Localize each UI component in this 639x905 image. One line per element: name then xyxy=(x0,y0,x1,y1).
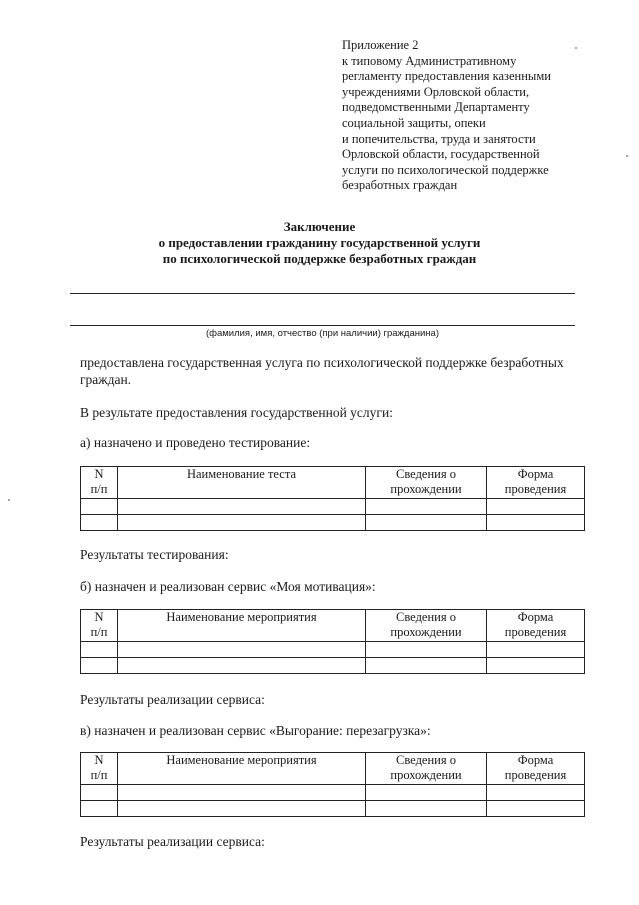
item-b-text: б) назначен и реализован сервис «Моя мотивация»: xyxy=(80,579,376,594)
col-info-sublabel: прохождении xyxy=(390,624,462,639)
annex-line: безработных граждан xyxy=(342,178,458,193)
table-cell xyxy=(487,499,585,515)
col-info-header xyxy=(366,753,487,785)
table-cell xyxy=(487,785,585,801)
table-row xyxy=(81,499,585,515)
col-info-label: Сведения о xyxy=(396,467,456,481)
table-cell xyxy=(81,785,118,801)
table-cell xyxy=(487,642,585,658)
results-testing-text: Результаты тестирования: xyxy=(80,547,229,562)
col-info-label: Сведения о xyxy=(396,753,456,767)
col-number-sublabel: п/п xyxy=(90,767,108,782)
title-line-1: Заключение xyxy=(283,219,356,234)
table-row xyxy=(81,515,585,531)
document-title xyxy=(0,219,639,267)
table-cell xyxy=(487,658,585,674)
col-number-sublabel: п/п xyxy=(90,624,108,639)
name-fill-line-2 xyxy=(70,325,575,326)
table-cell xyxy=(366,785,487,801)
col-form-header xyxy=(487,467,585,499)
col-info-sublabel: прохождении xyxy=(390,481,462,496)
table-row xyxy=(81,785,585,801)
col-name-header xyxy=(118,753,366,785)
table-cell xyxy=(81,499,118,515)
col-number-header xyxy=(81,467,118,499)
annex-line: социальной защиты, опеки xyxy=(342,115,486,130)
table-header-row xyxy=(81,467,585,499)
provided-text: предоставлена государственная услуга по психологической поддержке безработных граждан. xyxy=(80,355,564,387)
table-cell xyxy=(366,658,487,674)
col-name-header xyxy=(118,610,366,642)
title-line-2: о предоставлении гражданину государственной услуги xyxy=(158,235,481,250)
table-cell xyxy=(118,515,366,531)
col-form-label: Форма xyxy=(517,610,554,624)
table-cell xyxy=(118,785,366,801)
table-cell xyxy=(81,658,118,674)
table-cell xyxy=(366,499,487,515)
as-result-text: В результате предоставления государственной услуги: xyxy=(80,405,393,420)
table-row xyxy=(81,642,585,658)
table-cell xyxy=(118,642,366,658)
col-form-label: Форма xyxy=(517,467,554,481)
col-form-header xyxy=(487,753,585,785)
table-cell xyxy=(81,801,118,817)
table-cell xyxy=(118,658,366,674)
table-row xyxy=(81,801,585,817)
col-number-header xyxy=(81,610,118,642)
motivation-table xyxy=(80,609,585,674)
col-number-sublabel: п/п xyxy=(90,481,108,496)
col-name-label: Наименование мероприятия xyxy=(166,753,317,767)
annex-header xyxy=(342,38,622,194)
col-name-label: Наименование мероприятия xyxy=(166,610,317,624)
col-number-label: N xyxy=(94,467,104,481)
col-name-header xyxy=(118,467,366,499)
testing-table xyxy=(80,466,585,531)
col-form-sublabel: проведения xyxy=(504,624,567,639)
col-name-label: Наименование теста xyxy=(186,467,297,481)
item-a-text: а) назначено и проведено тестирование: xyxy=(80,435,311,450)
table-cell xyxy=(118,499,366,515)
scan-speck xyxy=(8,499,10,501)
annex-line: к типовому Административному xyxy=(342,53,517,68)
col-number-label: N xyxy=(94,753,104,767)
table-cell xyxy=(487,515,585,531)
col-form-label: Форма xyxy=(517,753,554,767)
col-number-label: N xyxy=(94,610,104,624)
annex-line: и попечительства, труда и занятости xyxy=(342,131,536,146)
scan-speck xyxy=(575,47,577,49)
table-header-row xyxy=(81,610,585,642)
col-info-label: Сведения о xyxy=(396,610,456,624)
annex-line: услуги по психологической поддержке xyxy=(342,162,549,177)
annex-line: регламенту предоставления казенными xyxy=(342,69,551,84)
item-c-text: в) назначен и реализован сервис «Выгорание: перезагрузка»: xyxy=(80,723,431,738)
col-info-header xyxy=(366,467,487,499)
title-line-3: по психологической поддержке безработных граждан xyxy=(162,251,477,266)
annex-line: учреждениями Орловской области, xyxy=(342,84,530,99)
table-row xyxy=(81,658,585,674)
name-fill-line-1 xyxy=(70,293,575,294)
table-cell xyxy=(487,801,585,817)
table-cell xyxy=(81,515,118,531)
results-service-2-text: Результаты реализации сервиса: xyxy=(80,834,265,849)
table-cell xyxy=(366,801,487,817)
col-form-sublabel: проведения xyxy=(504,481,567,496)
annex-line: Приложение 2 xyxy=(342,38,419,52)
annex-line: подведомственными Департаменту xyxy=(342,100,530,115)
table-cell xyxy=(81,642,118,658)
results-service-1-text: Результаты реализации сервиса: xyxy=(80,692,265,707)
burnout-table xyxy=(80,752,585,817)
col-number-header xyxy=(81,753,118,785)
name-caption: (фамилия, имя, отчество (при наличии) гражданина) xyxy=(205,328,439,339)
table-cell xyxy=(118,801,366,817)
col-info-sublabel: прохождении xyxy=(390,767,462,782)
col-form-header xyxy=(487,610,585,642)
table-cell xyxy=(366,515,487,531)
table-header-row xyxy=(81,753,585,785)
col-info-header xyxy=(366,610,487,642)
col-form-sublabel: проведения xyxy=(504,767,567,782)
scan-speck xyxy=(626,155,628,157)
annex-line: Орловской области, государственной xyxy=(342,147,540,162)
table-cell xyxy=(366,642,487,658)
